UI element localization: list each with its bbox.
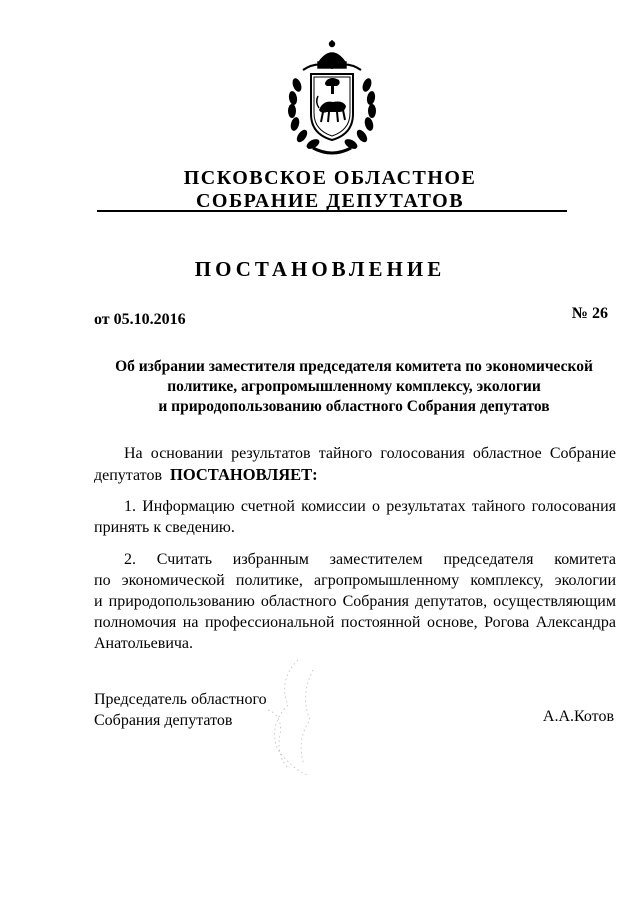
resolves-keyword: ПОСТАНОВЛЯЕТ: — [170, 465, 318, 484]
signatory-name: А.А.Котов — [542, 708, 614, 725]
resolution-item-2 — [94, 549, 616, 654]
item-2-line-2: по экономической политике, агропромышленному комплексу, экологии — [94, 572, 616, 589]
preamble-prefix: депутатов — [94, 467, 163, 484]
signatory-position-line-1: Председатель областного — [94, 691, 267, 708]
organization-name-line1: ПСКОВСКОЕ ОБЛАСТНОЕ — [183, 167, 477, 189]
item-1-line-1: 1. Информацию счетной комиссии о результатах тайного голосования — [124, 498, 616, 515]
subject-line-3: и природопользованию областного Собрания депутатов — [158, 398, 550, 415]
signatory-position — [94, 689, 267, 731]
preamble-line-2 — [94, 464, 616, 486]
document-date: от 05.10.2016 — [94, 311, 186, 328]
subject-line-1: Об избрании заместителя председателя комитета по экономической — [115, 358, 593, 375]
resolution-item-1 — [94, 496, 616, 538]
item-2-line-3: и природопользованию областного Собрания депутатов, осуществляющим — [94, 593, 616, 610]
preamble-line-1: На основании результатов тайного голосования областное Собрание — [124, 445, 616, 462]
item-1-line-2: принять к сведению. — [94, 519, 235, 536]
coat-of-arms-icon — [283, 40, 381, 158]
signatory-position-line-2: Собрания депутатов — [94, 712, 233, 729]
document-subject — [110, 357, 598, 417]
header-divider — [97, 210, 567, 212]
subject-line-2: политике, агропромышленному комплексу, экологии — [167, 378, 541, 395]
preamble-paragraph — [94, 443, 616, 486]
item-2-line-5: Анатольевича. — [94, 635, 194, 652]
organization-name-line2: СОБРАНИЕ ДЕПУТАТОВ — [195, 190, 465, 212]
document-number: № 26 — [571, 305, 608, 322]
item-2-line-4: полномочия на профессиональной постоянной основе, Рогова Александра — [94, 614, 616, 631]
document-type-title: ПОСТАНОВЛЕНИЕ — [194, 257, 446, 281]
item-2-line-1: 2. Считать избранным заместителем председателя комитета — [124, 551, 616, 568]
